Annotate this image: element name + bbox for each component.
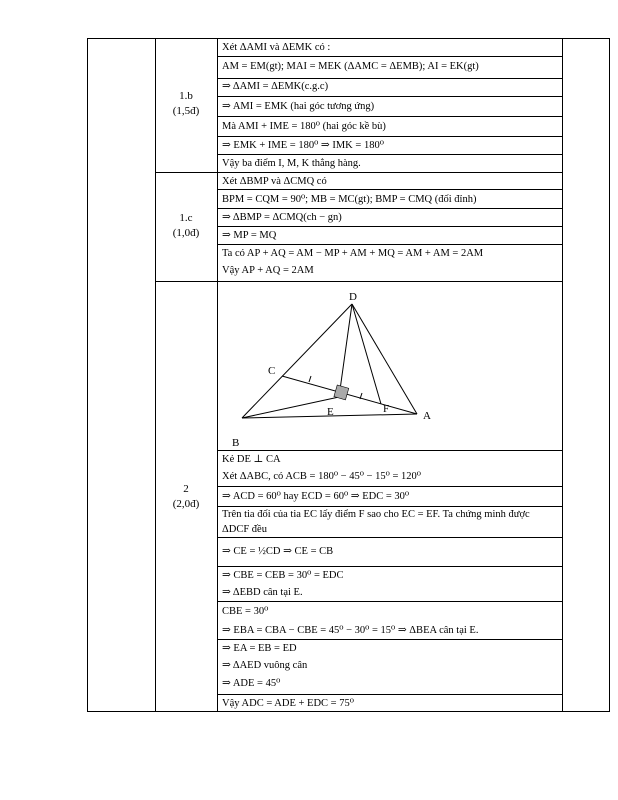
text-row: ΔDCF đều — [222, 524, 267, 535]
row-divider — [217, 136, 562, 137]
row-divider — [217, 694, 562, 695]
point-label-E: E — [327, 406, 334, 418]
row-divider — [217, 226, 562, 227]
row-divider — [217, 96, 562, 97]
section-label-1c: 1.c (1,0đ) — [172, 212, 200, 239]
text-row: AM = EM(gt); MAI = MEK (ΔAMC = ΔEMB); AI = EK(gt) — [222, 61, 479, 72]
text-row: ⇒ AMI = EMK (hai góc tương ứng) — [222, 101, 375, 112]
section-label-2: 2 (2,0đ) — [172, 483, 200, 510]
point-label-F: F — [383, 403, 390, 415]
row-divider — [217, 537, 562, 538]
text-row: BPM = CQM = 90⁰; MB = MC(gt); BMP = CMQ (đối đỉnh) — [222, 194, 477, 205]
row-divider — [217, 56, 562, 57]
text-row: ⇒ ΔEBD cân tại E. — [222, 587, 303, 598]
geometry-figure — [217, 282, 562, 450]
text-row: Vậy AP + AQ = 2AM — [222, 265, 314, 276]
solution-table — [87, 38, 610, 712]
row-divider — [217, 116, 562, 117]
text-row: Mà AMI + IME = 180⁰ (hai góc kề bù) — [222, 121, 386, 132]
text-row: ⇒ MP = MQ — [222, 230, 277, 241]
tick-mark — [309, 376, 311, 382]
row-divider — [217, 639, 562, 640]
row-divider — [217, 450, 562, 451]
text-row: ⇒ EA = EB = ED — [222, 643, 297, 654]
point-label-C: C — [268, 365, 276, 377]
segment-BE — [242, 397, 339, 418]
text-row: ⇒ CE = ½CD ⇒ CE = CB — [222, 546, 334, 557]
text-row: CBE = 30⁰ — [222, 606, 269, 617]
text-row: ⇒ ΔAMI = ΔEMK(c.g.c) — [222, 81, 329, 92]
section-label-1b: 1.b (1,5đ) — [172, 90, 200, 117]
segment-CA — [282, 376, 417, 414]
segment-DE — [339, 304, 352, 397]
text-row: ⇒ EMK + IME = 180⁰ ⇒ IMK = 180⁰ — [222, 140, 384, 151]
text-row: Kẻ DE ⊥ CA — [222, 454, 281, 465]
text-row: ⇒ ΔAED vuông cân — [222, 660, 308, 671]
text-row: ⇒ CBE = CEB = 30⁰ = EDC — [222, 570, 344, 581]
row-divider — [217, 506, 562, 507]
point-label-B: B — [232, 437, 240, 449]
text-row: Xét ΔAMI và ΔEMK có : — [222, 42, 331, 53]
column-divider — [155, 39, 156, 711]
row-divider — [217, 208, 562, 209]
section-divider — [155, 172, 562, 173]
row-divider — [217, 486, 562, 487]
row-divider — [217, 189, 562, 190]
point-label-D: D — [349, 291, 357, 303]
row-divider — [217, 566, 562, 567]
text-row: ⇒ ADE = 45⁰ — [222, 678, 281, 689]
text-row: Trên tia đối của tia EC lấy điểm F sao cho EC = EF. Ta chứng minh được — [222, 509, 530, 520]
row-divider — [217, 154, 562, 155]
column-divider — [562, 39, 563, 711]
text-row: ⇒ ΔBMP = ΔCMQ(ch − gn) — [222, 212, 342, 223]
text-row: Vậy ba điểm I, M, K thẳng hàng. — [222, 158, 361, 169]
row-divider — [217, 244, 562, 245]
text-row: Ta có AP + AQ = AM − MP + AM + MQ = AM + AM = 2AM — [222, 248, 484, 259]
segment-DF — [352, 304, 381, 404]
text-row: Vậy ADC = ADE + EDC = 75⁰ — [222, 698, 354, 709]
segment-DB — [242, 304, 352, 418]
text-row: ⇒ EBA = CBA − CBE = 45⁰ − 30⁰ = 15⁰ ⇒ ΔBEA cân tại E. — [222, 625, 479, 636]
row-divider — [217, 78, 562, 79]
segment-DA — [352, 304, 417, 414]
text-row: Xét ΔABC, có ACB = 180⁰ − 45⁰ − 15⁰ = 120⁰ — [222, 471, 421, 482]
text-row: ⇒ ACD = 60⁰ hay ECD = 60⁰ ⇒ EDC = 30⁰ — [222, 491, 410, 502]
text-row: Xét ΔBMP và ΔCMQ có — [222, 176, 327, 187]
point-label-A: A — [423, 410, 431, 422]
row-divider — [217, 601, 562, 602]
